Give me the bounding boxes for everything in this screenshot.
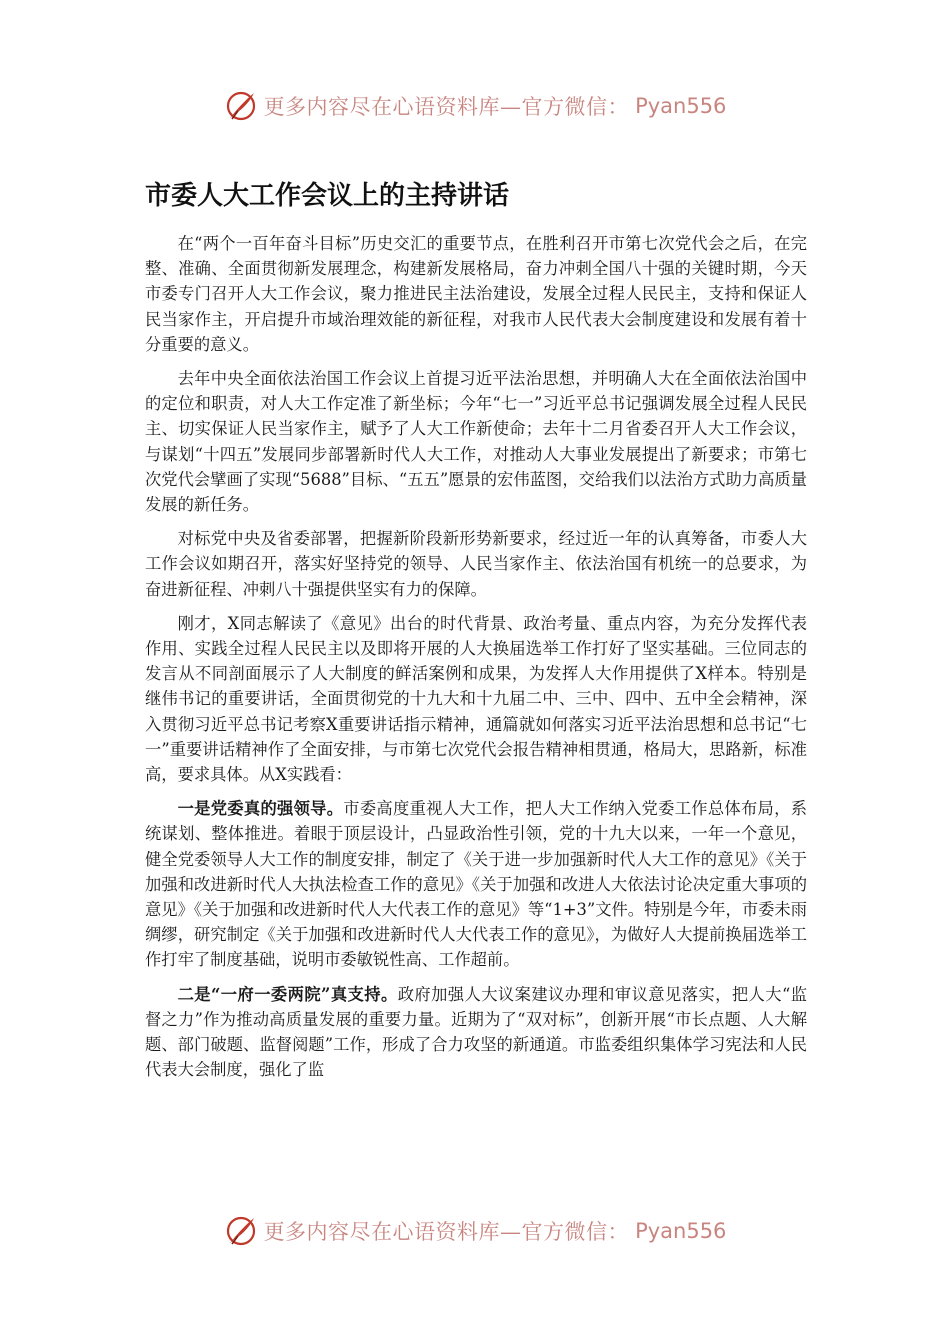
header-banner-text: 更多内容尽在心语资料库—官方微信： — [263, 95, 630, 119]
footer-watermark-banner — [0, 1211, 950, 1251]
paragraph-5 — [145, 796, 807, 972]
paragraph-6-text: 政府加强人大议案建议办理和审议意见落实，把人大“监督之力”作为推动高质量发展的重要力量。近期为了“双对标”，创新开展“市长点题、人大解题、部门破题、监督阅题”工作，形成了合力攻坚的新通道。市监委组织集体学习宪法和人民代表大会制度，强化了监 — [145, 984, 808, 1080]
paragraph-3 — [145, 526, 807, 602]
paragraph-6-lead: 二是“一府一委两院”真支持。 — [177, 984, 398, 1004]
paragraph-2 — [145, 366, 807, 517]
paragraph-5-lead: 一是党委真的强领导。 — [177, 799, 344, 819]
header-watermark-banner — [0, 86, 950, 126]
paragraph-1-text: 在“两个一百年奋斗目标”历史交汇的重要节点，在胜利召开市第七次党代会之后，在完整、准确、全面贯彻新发展理念，构建新发展格局，奋力冲刺全国八十强的关键时期，今天市委专门召开人大工作会议，聚力推进民主法治建设，发展全过程人民民主，支持和保证人民当家作主，开启提升市域治理效能的新征程，对我市人民代表大会制度建设和发展有着十分重要的意义。 — [145, 234, 807, 354]
paragraph-2-text: 去年中央全面依法治国工作会议上首提习近平法治思想，并明确人大在全面依法治国中的定位和职责，对人大工作定准了新坐标；今年“七一”习近平总书记强调发展全过程人民民主、切实保证人民当家作主，赋予了人大工作新使命；去年十二月省委召开人大工作会议，与谋划“十四五”发展同步部署新时代人大工作，对推动人大事业发展提出了新要求；市第七次党代会擘画了实现“5688”目标、“五五”愿景的宏伟蓝图，交给我们以法治方式助力高质量发展的新任务。 — [145, 369, 807, 515]
document-body — [145, 231, 807, 1092]
footer-wechat-id: Pyan556 — [635, 1219, 727, 1243]
footer-banner-text: 更多内容尽在心语资料库—官方微信： — [263, 1220, 630, 1244]
quill-logo-icon — [224, 1214, 258, 1248]
quill-logo-icon — [224, 89, 258, 123]
header-wechat-id: Pyan556 — [635, 94, 727, 118]
paragraph-4-text: 刚才，X同志解读了《意见》出台的时代背景、政治考量、重点内容，为充分发挥代表作用、实践全过程人民民主以及即将开展的人大换届选举工作打好了坚实基础。三位同志的发言从不同剖面展示了人大制度的鲜活案例和成果，为发挥人大作用提供了X样本。特别是继伟书记的重要讲话，全面贯彻党的十九大和十九届二中、三中、四中、五中全会精神，深入贯彻习近平总书记考察X重要讲话指示精神，通篇就如何落实习近平法治思想和总书记“七一”重要讲话精神作了全面安排，与市第七次党代会报告精神相贯通，格局大，思路新，标准高，要求具体。从X实践看： — [145, 613, 807, 785]
document-title: 市委人大工作会议上的主持讲话 — [145, 181, 510, 211]
paragraph-4 — [145, 611, 807, 787]
paragraph-1 — [145, 231, 807, 357]
paragraph-3-text: 对标党中央及省委部署，把握新阶段新形势新要求，经过近一年的认真筹备，市委人大工作会议如期召开，落实好坚持党的领导、人民当家作主、依法治国有机统一的总要求，为奋进新征程、冲刺八十强提供坚实有力的保障。 — [145, 529, 807, 599]
paragraph-5-text: 市委高度重视人大工作，把人大工作纳入党委工作总体布局，系统谋划、整体推进。着眼于顶层设计，凸显政治性引领，党的十九大以来，一年一个意见，健全党委领导人大工作的制度安排，制定了《关于进一步加强新时代人大工作的意见》《关于加强和改进新时代人大执法检查工作的意见》《关于加强和改进人大依法讨论决定重大事项的意见》《关于加强和改进新时代人大代表工作的意见》等“1+3”文件。特别是今年，市委未雨绸缪，研究制定《关于加强和改进新时代人大代表工作的意见》，为做好人大提前换届选举工作打牢了制度基础，说明市委敏锐性高、工作超前。 — [145, 799, 807, 970]
paragraph-6 — [145, 982, 807, 1083]
